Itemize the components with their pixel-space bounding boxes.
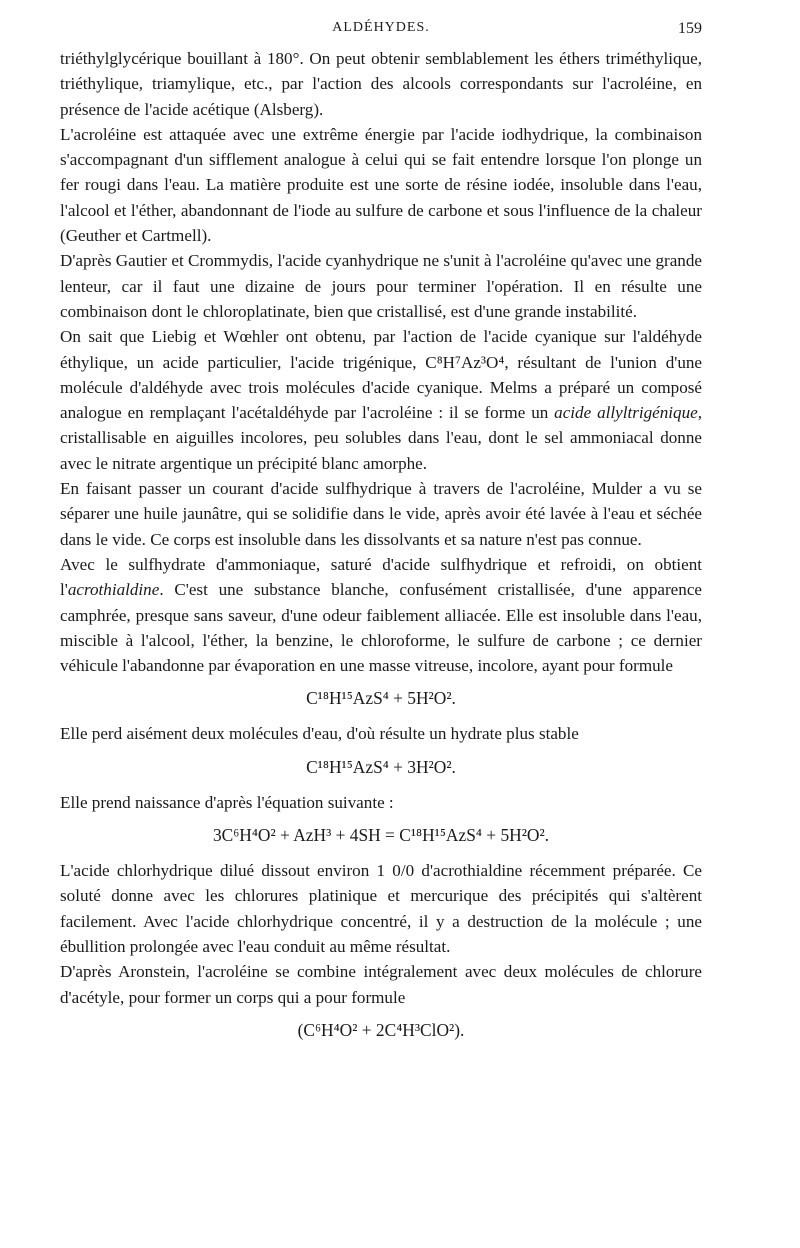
chemical-formula: C¹⁸H¹⁵AzS⁴ + 3H²O². [306, 756, 456, 777]
body-text [60, 46, 702, 1043]
text-span: Avec le sulfhydrate d'ammoniaque, saturé d'acide sulfhydrique et refroidi, on obtient l' [60, 554, 702, 600]
paragraph: D'après Aronstein, l'acroléine se combine intégralement avec deux molécules de chlorure d'acétyle, pour former un corps qui a pour formule [60, 962, 702, 1007]
paragraph: D'après Gautier et Crommydis, l'acide cyanhydrique ne s'unit à l'acroléine qu'avec une grande lenteur, car il faut une dizaine de jours pour terminer l'opération. Il en résulte une combinaison dont le chloroplatinate, bien que cristallisé, est d'une grande instabilité. [60, 251, 702, 321]
paragraph: L'acroléine est attaquée avec une extrême énergie par l'acide iodhydrique, la combinaison s'accompagnant d'un sifflement analogue à celui qui se fait entendre lorsque l'on plonge un fer rougi dans l'eau. La matière produite est une sorte de résine iodée, insoluble dans l'eau, l'alcool et l'éther, abandonnant de l'iode au sulfure de carbone et sous l'influence de la chaleur (Geuther et Cartmell). [60, 124, 702, 246]
running-title: ALDÉHYDES. [332, 20, 430, 35]
italic-term: acrothialdine [67, 580, 160, 600]
chemical-formula: C¹⁸H¹⁵AzS⁴ + 5H²O². [306, 688, 456, 709]
paragraph: En faisant passer un courant d'acide sulfhydrique à travers de l'acroléine, Mulder a vu se séparer une huile jaunâtre, qui se solidifie dans le vide, après avoir été lavée à l'eau et séchée dans le vide. Ce corps est insoluble dans les dissolvants et sa nature n'est pas connue. [60, 479, 702, 549]
chemical-equation: 3C⁶H⁴O² + AzH³ + 4SH = C¹⁸H¹⁵AzS⁴ + 5H²O². [212, 825, 550, 846]
chemical-formula: (C⁶H⁴O² + 2C⁴H³ClO²). [297, 1019, 465, 1040]
text-span: On sait que Liebig et Wœhler ont obtenu, par l'action de l'acide cyanique sur l'aldéhyde éthylique, un acide particulier, l'acide trigénique, C⁸H⁷Az³O⁴, résultant de l'union d'une molécule d'aldéhyde avec trois molécules d'acide cyanique. Melms a préparé un composé analogue en remplaçant l'acétaldéhyde par l'acroléine : il se forme un [60, 327, 702, 423]
paragraph [60, 324, 702, 476]
paragraph: triéthylglycérique bouillant à 180°. On peut obtenir semblablement les éthers triméthylique, triéthylique, triamylique, etc., par l'action des alcools correspondants sur l'acroléine, en présence de l'acide acétique (Alsberg). [60, 49, 702, 119]
paragraph: L'acide chlorhydrique dilué dissout environ 1 0/0 d'acrothialdine récemment préparée. Ce soluté donne avec les chlorures platinique et mercurique des précipités qui s'altèrent facilement. Avec l'acide chlorhydrique concentré, il y a destruction de la molécule ; une ébullition prolongée avec l'eau conduit au même résultat. [60, 861, 702, 956]
page-header [60, 16, 702, 46]
paragraph: Elle prend naissance d'après l'équation suivante : [60, 792, 394, 812]
page-number: 159 [678, 20, 702, 37]
paragraph: Elle perd aisément deux molécules d'eau, d'où résulte un hydrate plus stable [60, 724, 579, 744]
text-span: , cristallisable en aiguilles incolores, peu solubles dans l'eau, dont le sel ammoniacal donne avec le nitrate argentique un précipité blanc amorphe. [60, 403, 702, 473]
text-span: . C'est une substance blanche, confusément cristallisée, d'une apparence camphrée, presque sans saveur, d'une odeur faiblement alliacée. Elle est insoluble dans l'eau, miscible à l'alcool, l'éther, la benzine, le chloroforme, le sulfure de carbone ; ce dernier véhicule l'abandonne par évaporation en une masse vitreuse, incolore, ayant pour formule [60, 580, 702, 676]
italic-term: acide allyltrigénique [554, 403, 698, 423]
paragraph [60, 552, 702, 678]
